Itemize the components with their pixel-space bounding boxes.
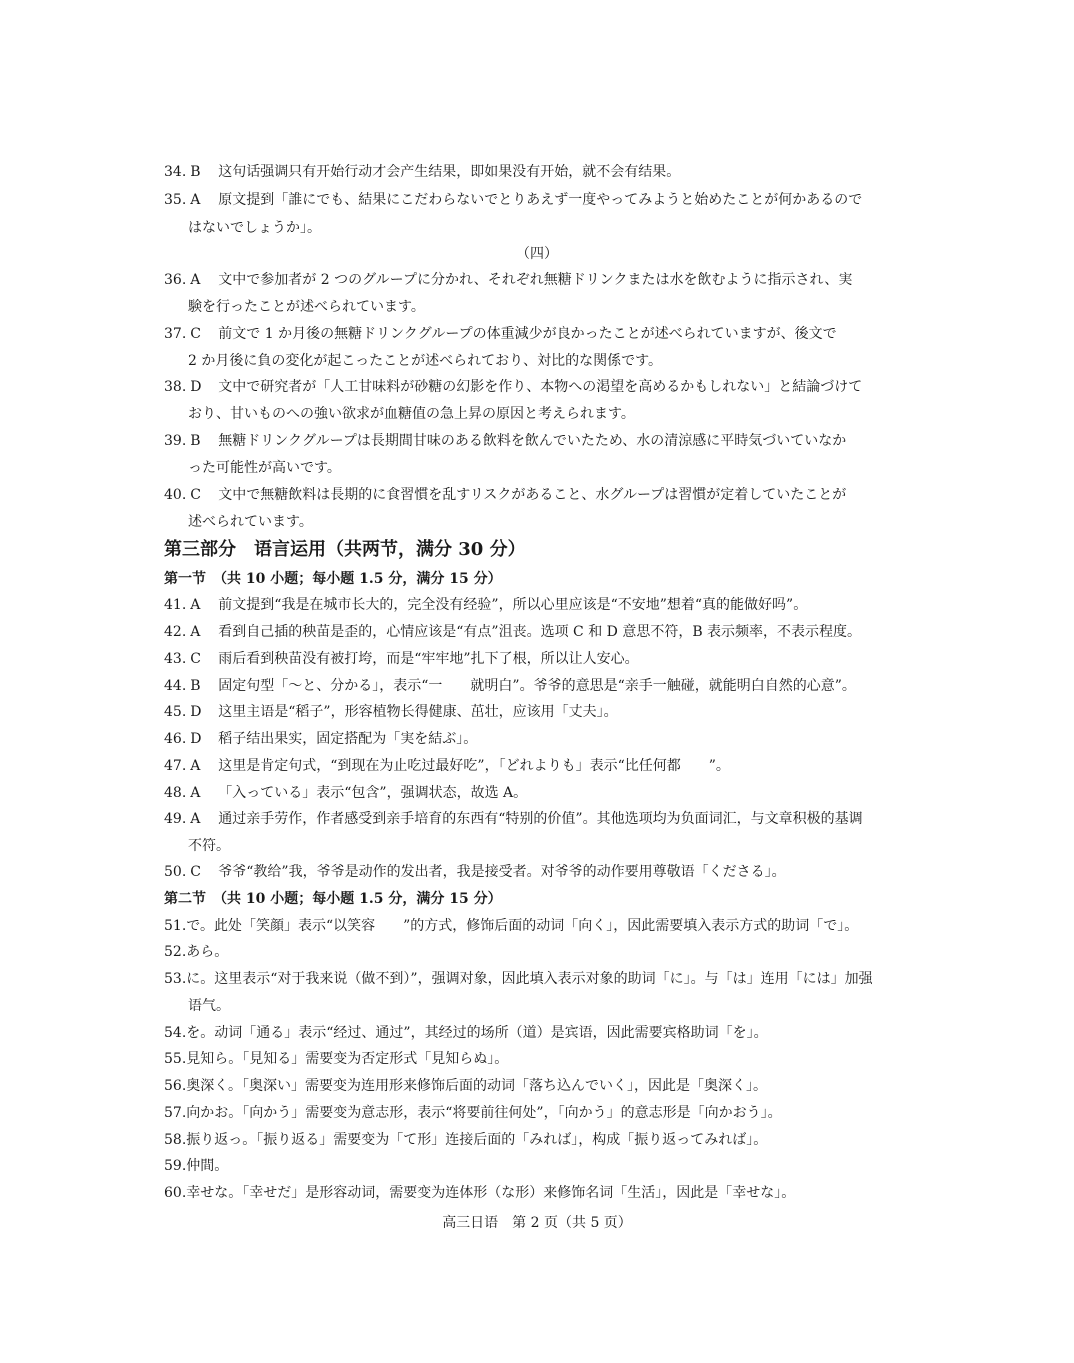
item-answer: C xyxy=(190,487,201,503)
item-number: 59. xyxy=(164,1158,187,1174)
item-number: 39. xyxy=(164,433,187,449)
item-number: 54. xyxy=(164,1025,187,1041)
item-number: 52. xyxy=(164,944,187,960)
answer-58 xyxy=(164,1133,912,1147)
answer-55 xyxy=(164,1052,912,1066)
item-answer: A xyxy=(190,785,201,801)
answer-37-continuation: 2 か月後に負の変化が起こったことが述べられており、対比的な関係です。 xyxy=(188,353,662,369)
item-explanation: 稻子结出果实，固定搭配为「実を結ぶ」。 xyxy=(218,731,478,747)
item-answer: A xyxy=(190,758,201,774)
item-answer: C xyxy=(190,651,201,667)
item-number: 38. xyxy=(164,379,187,395)
answer-43 xyxy=(164,652,912,666)
answer-53-continuation: 语气。 xyxy=(188,998,230,1014)
item-answer: C xyxy=(190,864,201,880)
item-explanation: 前文で 1 か月後の無糖ドリンクグループの体重減少が良かったことが述べられていますが、後文で xyxy=(218,326,837,342)
answer-35 xyxy=(164,193,912,207)
part-three-heading: 第三部分 语言运用（共两节，满分 30 分） xyxy=(164,539,526,560)
item-explanation: 見知ら。「見知る」需要变为否定形式「見知らぬ」。 xyxy=(186,1051,509,1067)
item-explanation: 这里是肯定句式，“到现在为止吃过最好吃”，「どれよりも」表示“比任何都 ”。 xyxy=(218,758,730,774)
answer-45 xyxy=(164,705,912,719)
answer-36 xyxy=(164,273,912,287)
item-explanation: 雨后看到秧苗没有被打垮，而是“牢牢地”扎下了根，所以让人安心。 xyxy=(218,651,639,667)
answer-57 xyxy=(164,1106,912,1120)
item-number: 50. xyxy=(164,864,187,880)
answer-36-continuation: 験を行ったことが述べられています。 xyxy=(188,299,425,315)
item-explanation: 奥深く。「奥深い」需要变为连用形来修饰后面的动词「落ち込んでいく」，因此是「奥深く」。 xyxy=(186,1078,767,1094)
item-explanation: 文中で参加者が 2 つのグループに分かれ、それぞれ無糖ドリンクまたは水を飲むように指示され、実 xyxy=(218,272,853,288)
item-number: 34. xyxy=(164,164,187,180)
item-explanation: 無糖ドリンクグループは長期間甘味のある飲料を飲んでいたため、水の清涼感に平時気づいていなか xyxy=(218,433,847,449)
item-number: 44. xyxy=(164,678,187,694)
answer-49-continuation: 不符。 xyxy=(188,838,230,854)
item-explanation: 看到自己插的秧苗是歪的，心情应该是“有点”沮丧。选项 C 和 D 意思不符，B 表示频率，不表示程度。 xyxy=(218,624,862,640)
item-explanation: に。这里表示“对于我来说（做不到）”，强调对象，因此填入表示对象的助词「に」。与「は」连用「には」加强 xyxy=(186,971,873,987)
answer-38-continuation: おり、甘いものへの強い欲求が血糖值の急上昇の原因と考えられます。 xyxy=(188,406,635,422)
item-explanation: 「入っている」表示“包含”，强调状态，故选 A。 xyxy=(218,785,528,801)
item-answer: A xyxy=(190,597,201,613)
item-answer: B xyxy=(190,164,201,180)
item-explanation: で。此处「笑顔」表示“以笑容 ”的方式，修饰后面的动词「向く」，因此需要填入表示方式的助词「で」。 xyxy=(186,918,859,934)
answer-35-continuation: はないでしょうか」。 xyxy=(188,220,321,236)
item-answer: A xyxy=(190,272,201,288)
item-number: 49. xyxy=(164,811,187,827)
item-answer: D xyxy=(190,704,202,720)
item-explanation: 这句话强调只有开始行动才会产生结果，即如果没有开始，就不会有结果。 xyxy=(218,164,681,180)
item-number: 60. xyxy=(164,1185,187,1201)
item-explanation: 文中で無糖飲料は長期的に食習慣を乱すリスクがあること、水グループは習慣が定着していたことが xyxy=(218,487,847,503)
answer-56 xyxy=(164,1079,912,1093)
section-one-heading: 第一节 （共 10 小题；每小题 1.5 分，满分 15 分） xyxy=(164,571,502,587)
answer-39-continuation: った可能性が高いです。 xyxy=(188,460,341,476)
item-number: 55. xyxy=(164,1051,187,1067)
item-explanation: 振り返っ。「振り返る」需要变为「て形」连接后面的「みれば」，构成「振り返ってみれば」。 xyxy=(186,1132,768,1148)
item-answer: B xyxy=(190,433,201,449)
item-number: 58. xyxy=(164,1132,187,1148)
item-number: 47. xyxy=(164,758,187,774)
answer-40-continuation: 述べられています。 xyxy=(188,514,313,530)
answer-50 xyxy=(164,865,912,879)
answer-49 xyxy=(164,812,912,826)
answer-40 xyxy=(164,488,912,502)
item-explanation: 向かお。「向かう」需要变为意志形，表示“将要前往何处”，「向かう」的意志形是「向かおう」。 xyxy=(186,1105,782,1121)
item-answer: A xyxy=(190,811,201,827)
answer-51 xyxy=(164,919,912,933)
answer-52 xyxy=(164,945,912,959)
item-number: 51. xyxy=(164,918,187,934)
item-answer: B xyxy=(190,678,201,694)
answer-41 xyxy=(164,598,912,612)
item-number: 37. xyxy=(164,326,187,342)
item-number: 36. xyxy=(164,272,187,288)
item-answer: D xyxy=(190,379,202,395)
item-explanation: 固定句型「～と、分かる」，表示“一 就明白”。爷爷的意思是“亲手一触碰，就能明白自然的心意”。 xyxy=(218,678,856,694)
item-number: 40. xyxy=(164,487,187,503)
item-number: 57. xyxy=(164,1105,187,1121)
answer-47 xyxy=(164,759,912,773)
answer-44 xyxy=(164,679,912,693)
answer-48 xyxy=(164,786,912,800)
item-number: 53. xyxy=(164,971,187,987)
item-answer: D xyxy=(190,731,202,747)
item-number: 35. xyxy=(164,192,187,208)
section-two-heading: 第二节 （共 10 小题；每小题 1.5 分，满分 15 分） xyxy=(164,891,502,907)
section-four-label: （四） xyxy=(516,246,558,262)
answer-42 xyxy=(164,625,912,639)
answer-46 xyxy=(164,732,912,746)
item-answer: C xyxy=(190,326,201,342)
answer-39 xyxy=(164,434,912,448)
item-explanation: 前文提到“我是在城市长大的，完全没有经验”，所以心里应该是“不安地”想着“真的能做好吗”。 xyxy=(218,597,808,613)
answer-38 xyxy=(164,380,912,394)
item-answer: A xyxy=(190,624,201,640)
item-number: 43. xyxy=(164,651,187,667)
item-number: 56. xyxy=(164,1078,187,1094)
item-explanation: 幸せな。「幸せだ」是形容动词，需要变为连体形（な形）来修饰名词「生活」，因此是「幸せな」。 xyxy=(186,1185,796,1201)
item-explanation: 原文提到「誰にでも、結果にこだわらないでとりあえず一度やってみようと始めたことが何かあるので xyxy=(218,192,863,208)
item-explanation: 这里主语是“稻子”，形容植物长得健康、茁壮，应该用「丈夫」。 xyxy=(218,704,618,720)
item-number: 48. xyxy=(164,785,187,801)
answer-53 xyxy=(164,972,912,986)
answer-60 xyxy=(164,1186,912,1200)
answer-54 xyxy=(164,1026,912,1040)
page-footer: 高三日语 第 2 页（共 5 页） xyxy=(442,1215,632,1231)
item-explanation: を。动词「通る」表示“经过、通过”，其经过的场所（道）是宾语，因此需要宾格助词「を」。 xyxy=(186,1025,768,1041)
answer-59 xyxy=(164,1159,912,1173)
answer-37 xyxy=(164,327,912,341)
item-number: 45. xyxy=(164,704,187,720)
answer-34 xyxy=(164,165,912,179)
item-number: 42. xyxy=(164,624,187,640)
item-answer: A xyxy=(190,192,201,208)
item-explanation: 爷爷“教给”我，爷爷是动作的发出者，我是接受者。对爷爷的动作要用尊敬语「くださる」。 xyxy=(218,864,786,880)
item-explanation: 通过亲手劳作，作者感受到亲手培育的东西有“特别的价值”。其他选项均为负面词汇，与文章积极的基调 xyxy=(218,811,863,827)
item-explanation: 文中で研究者が「人工甘味料が砂糖の幻影を作り、本物への渇望を高めるかもしれない」と結論づけて xyxy=(218,379,863,395)
item-explanation: 仲間。 xyxy=(186,1158,229,1174)
item-explanation: あら。 xyxy=(186,944,229,960)
item-number: 41. xyxy=(164,597,187,613)
item-number: 46. xyxy=(164,731,187,747)
